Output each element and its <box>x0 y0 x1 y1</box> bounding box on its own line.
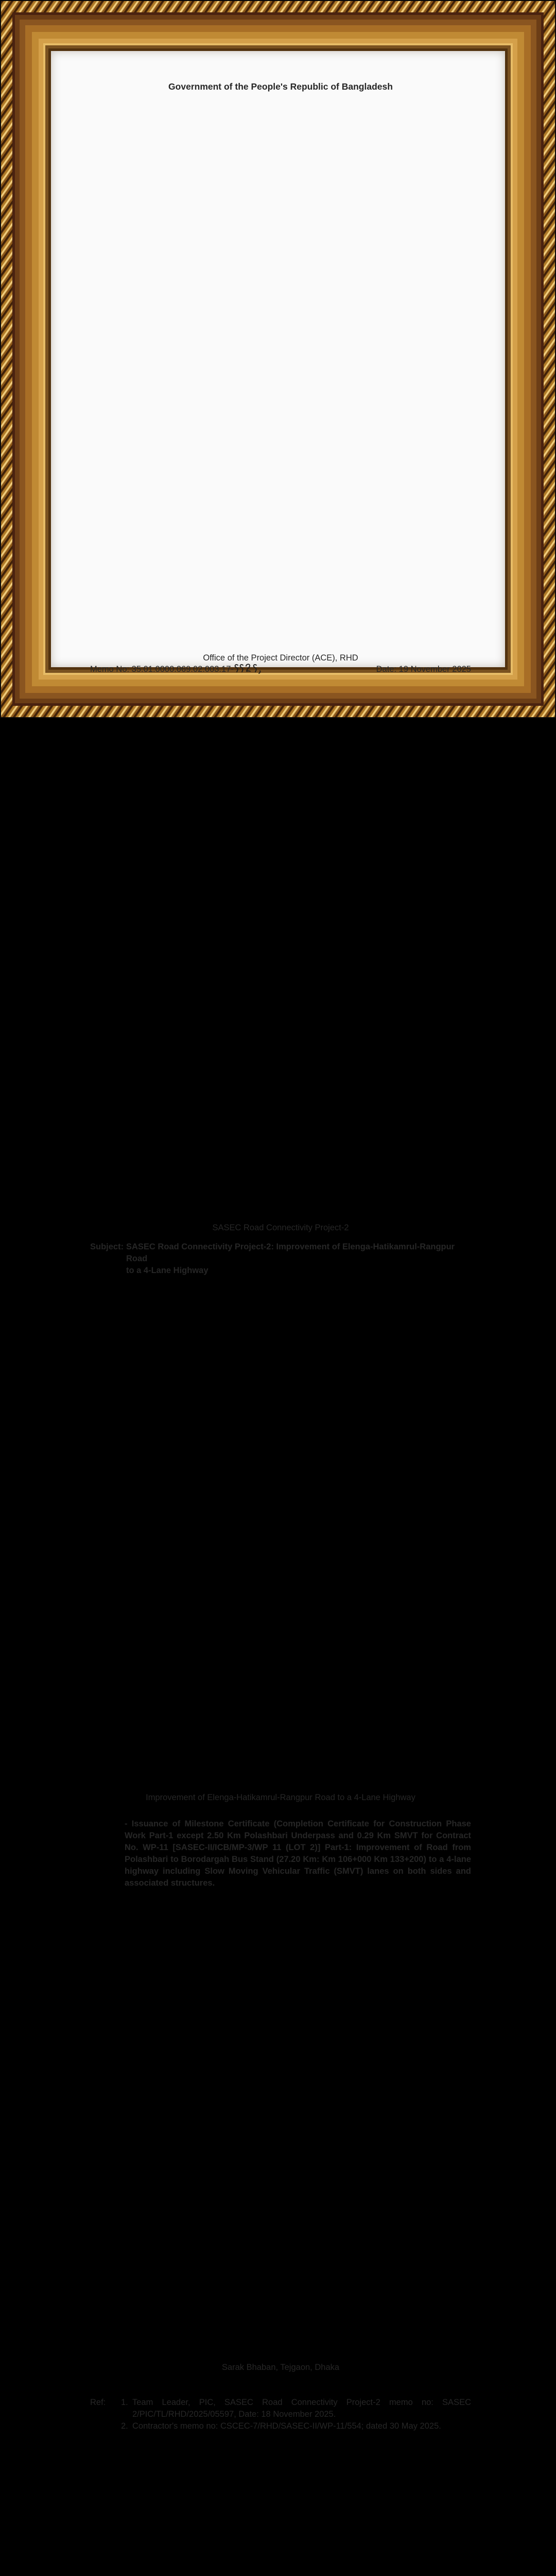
ref-item-2 <box>121 2420 471 2432</box>
subject-text-line2: to a 4-Lane Highway <box>126 1266 208 1275</box>
handwritten-memo-number <box>234 663 262 673</box>
subject-label: Subject: <box>90 1242 124 1251</box>
subject-text <box>126 1241 471 1811</box>
memo-number <box>90 663 262 1233</box>
subject-details-paragraph: - Issuance of Milestone Certificate (Completion Certificate for Construction Phase Work Part-1 except 2.50 Km Polashbari Underpass and 0.29 Km SMVT for Contract No. WP-11 [SASEC-II/ICB/MP-3/WP 11 (LOT 2)] Part-1: Improvement of Road from Polashbari to Borodargah Bus Stand (27.20 Km: Km 106+000 Km 133+200) to a 4-lane highway including Slow Moving Vehicular Traffic (SMVT) lanes on both sides and associated structures. <box>125 1819 471 1888</box>
letterhead-project: SASEC Road Connectivity Project-2 <box>212 1223 349 1232</box>
letterhead-address: Sarak Bhaban, Tejgaon, Dhaka <box>221 2363 340 2372</box>
letterhead-title: Government of the People's Republic of Bangladesh <box>168 81 393 92</box>
ref-item-1-number: 1. <box>121 2398 128 2407</box>
memo-date: Date: 19 November 2025 <box>376 665 471 674</box>
ref-item-2-number: 2. <box>121 2421 128 2431</box>
letterhead-road: Improvement of Elenga-Hatikamrul-Rangpur Road to a 4-Lane Highway <box>146 1793 415 1802</box>
memo-number-printed: Memo No: 35.01.0000.069.02.003.17- <box>90 665 234 674</box>
letterhead-office: Office of the Project Director (ACE), RHD <box>203 653 358 663</box>
ref-item-2-text: Contractor's memo no: CSCEC-7/RHD/SASEC-II/WP-11/554; dated 30 May 2025. <box>132 2421 441 2431</box>
ref-item-1 <box>121 2397 471 2420</box>
references-block <box>90 2397 471 2576</box>
subject-text-line1: SASEC Road Connectivity Project-2: Improvement of Elenga-Hatikamrul-Rangpur Road <box>126 1242 455 1263</box>
memo-meta-row <box>90 663 471 1233</box>
memo-document <box>51 51 505 2431</box>
ref-label: Ref: <box>90 2398 106 2407</box>
subject-line <box>90 1241 471 1811</box>
ref-item-1-text: Team Leader, PIC, SASEC Road Connectivity Project-2 memo no: SASEC 2/PIC/TL/RHD/2025/05597, Date: 18 November 2025. <box>132 2398 471 2419</box>
